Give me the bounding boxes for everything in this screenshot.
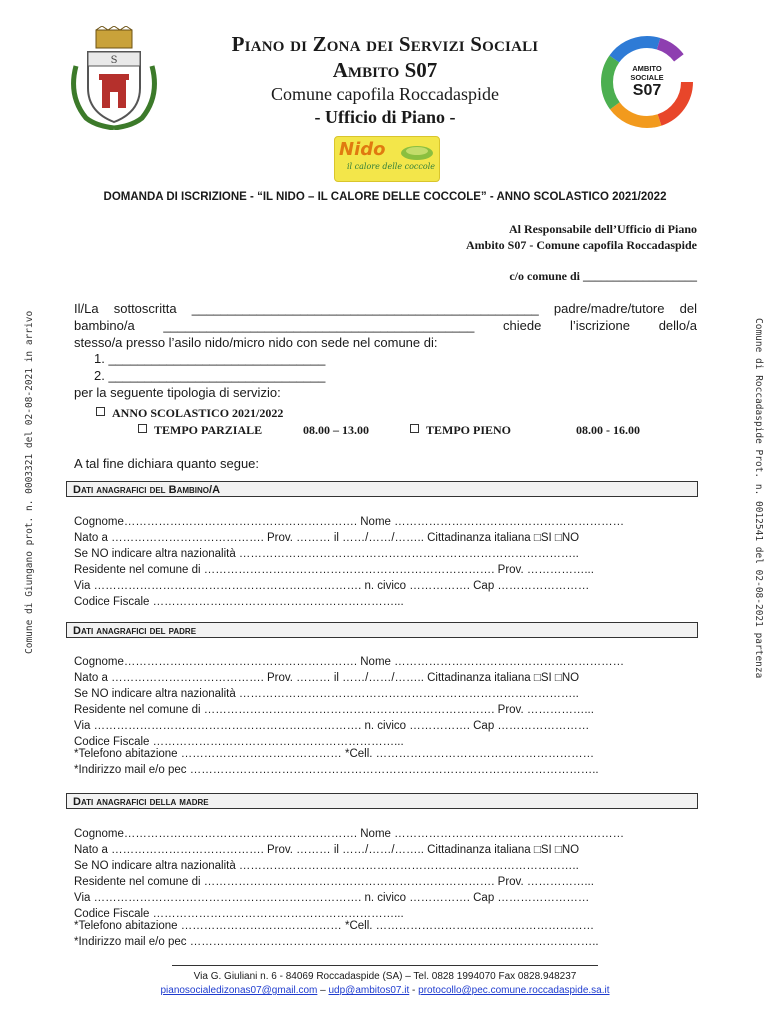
nido-logo-word: Nido	[339, 139, 386, 160]
mother-phone-field[interactable]: *Telefono abitazione …………………………………… *Cell. …………………………………………………	[74, 920, 595, 932]
child-nationality-field[interactable]: Se NO indicare altra nazionalità ……………………………………………………………………………..	[74, 548, 579, 560]
nido-logo	[334, 136, 440, 182]
header-title-line2: Ambito S07	[332, 58, 438, 82]
recipient-line2: Ambito S07 - Comune capofila Roccadaspide	[465, 238, 697, 252]
nest-icon	[399, 141, 435, 161]
mother-address-field[interactable]: Via ……………………………………………………………. n. civico ……………. Cap ……………………	[74, 892, 590, 904]
recipient-line1: Al Responsabile dell’Ufficio di Piano	[508, 222, 697, 236]
section-heading-father: Dati anagrafici del padre	[66, 622, 698, 638]
father-address-field[interactable]: Via ……………………………………………………………. n. civico ……………. Cap ……………………	[74, 720, 590, 732]
footer-separator-2: -	[409, 985, 419, 996]
header-title-line1: Piano di Zona dei Servizi Sociali	[231, 32, 539, 56]
father-fiscal-code-field[interactable]: Codice Fiscale ………………………………………………………...	[74, 736, 404, 748]
year-option[interactable]	[96, 405, 396, 422]
ambito-logo-line1: AMBITO	[632, 64, 662, 73]
comune-option-2[interactable]: 2. ______________________________	[94, 368, 326, 383]
mother-residence-field[interactable]: Residente nel comune di …………………………………………………………………. Prov. ……………...	[74, 876, 594, 888]
child-surname-name-field[interactable]: Cognome……………………………………………………. Nome ……………………………………………………	[74, 516, 625, 528]
partial-time-option[interactable]	[138, 422, 298, 439]
year-option-label: ANNO SCOLASTICO 2021/2022	[112, 406, 284, 420]
father-surname-name-field[interactable]: Cognome……………………………………………………. Nome ……………………………………………………	[74, 656, 625, 668]
father-phone-field[interactable]: *Telefono abitazione …………………………………… *Cell. …………………………………………………	[74, 748, 595, 760]
ambito-logo-line3: S07	[632, 82, 662, 99]
partial-time-label: TEMPO PARZIALE	[154, 423, 263, 437]
request-line1: Il/La sottoscritta ________________________________________________ padre/madre/tutore del	[74, 301, 697, 316]
year-checkbox[interactable]	[96, 407, 105, 416]
child-address-field[interactable]: Via ……………………………………………………………. n. civico ……………. Cap ……………………	[74, 580, 590, 592]
mother-fiscal-code-field[interactable]: Codice Fiscale ………………………………………………………...	[74, 908, 404, 920]
footer-email-link-3[interactable]: protocollo@pec.comune.roccadaspide.sa.it	[418, 985, 610, 996]
comune-option-1[interactable]: 1. ______________________________	[94, 351, 326, 366]
footer-email-link-2[interactable]: udp@ambitos07.it	[328, 985, 410, 996]
coat-of-arms-logo	[66, 26, 162, 130]
recipient-line3: c/o comune di ___________________	[509, 269, 697, 283]
left-protocol-stamp: Comune di Giungano prot. n. 0003321 del 02-08-2021 in arrivo	[24, 310, 35, 654]
partial-time-hours: 08.00 – 13.00	[303, 423, 369, 437]
ambito-sociale-logo	[594, 30, 700, 134]
full-time-checkbox[interactable]	[410, 424, 419, 433]
full-time-label: TEMPO PIENO	[426, 423, 512, 437]
mother-surname-name-field[interactable]: Cognome……………………………………………………. Nome ……………………………………………………	[74, 828, 625, 840]
section-heading-mother: Dati anagrafici della madre	[66, 793, 698, 809]
mother-nationality-field[interactable]: Se NO indicare altra nazionalità ……………………………………………………………………………..	[74, 860, 579, 872]
footer-address: Via G. Giuliani n. 6 - 84069 Roccadaspide (SA) – Tel. 0828 1994070 Fax 0828.948237	[193, 971, 577, 982]
father-residence-field[interactable]: Residente nel comune di …………………………………………………………………. Prov. ……………...	[74, 704, 594, 716]
form-title: DOMANDA DI ISCRIZIONE - “IL NIDO – IL CALORE DELLE COCCOLE” - ANNO SCOLASTICO 2021/2022	[103, 191, 667, 203]
footer-separator-1: –	[317, 985, 329, 996]
full-time-option[interactable]	[410, 422, 540, 439]
father-nationality-field[interactable]: Se NO indicare altra nazionalità ……………………………………………………………………………..	[74, 688, 579, 700]
mother-email-field[interactable]: *Indirizzo mail e/o pec ……………………………………………………………………………………………..	[74, 936, 599, 948]
footer-email-link-1[interactable]: pianosocialedizonas07@gmail.com	[160, 985, 318, 996]
full-time-hours: 08.00 - 16.00	[576, 423, 640, 437]
father-birth-field[interactable]: Nato a …………………………………. Prov. ……… il ……/……/…….. Cittadinanza italiana □SI □NO	[74, 672, 580, 684]
request-line3: stesso/a presso l’asilo nido/micro nido con sede nel comune di:	[74, 335, 438, 350]
section-heading-child: Dati anagrafici del Bambino/A	[66, 481, 698, 497]
nido-logo-subtext: il calore delle coccole	[347, 162, 436, 171]
ambito-logo-line2: SOCIALE	[630, 73, 664, 82]
child-birth-field[interactable]: Nato a …………………………………. Prov. ……… il ……/……/…….. Cittadinanza italiana □SI □NO	[74, 532, 580, 544]
child-residence-field[interactable]: Residente nel comune di …………………………………………………………………. Prov. ……………...	[74, 564, 594, 576]
svg-text:S: S	[110, 55, 118, 66]
header-subtitle: Comune capofila Roccadaspide	[271, 84, 499, 104]
header-office: - Ufficio di Piano -	[314, 107, 456, 127]
declare-line: A tal fine dichiara quanto segue:	[74, 456, 260, 471]
footer-divider	[172, 965, 598, 966]
request-line2: bambino/a ___________________________________________ chiede l’iscrizione dello/a	[74, 318, 697, 333]
footer-contacts	[80, 985, 690, 996]
partial-time-checkbox[interactable]	[138, 424, 147, 433]
request-line4: per la seguente tipologia di servizio:	[74, 385, 281, 400]
father-email-field[interactable]: *Indirizzo mail e/o pec ……………………………………………………………………………………………..	[74, 764, 599, 776]
child-fiscal-code-field[interactable]: Codice Fiscale ………………………………………………………...	[74, 596, 404, 608]
right-protocol-stamp: Comune di Roccadaspide Prot. n. 0012541 del 02-08-2021 partenza	[753, 318, 764, 679]
mother-birth-field[interactable]: Nato a …………………………………. Prov. ……… il ……/……/…….. Cittadinanza italiana □SI □NO	[74, 844, 580, 856]
